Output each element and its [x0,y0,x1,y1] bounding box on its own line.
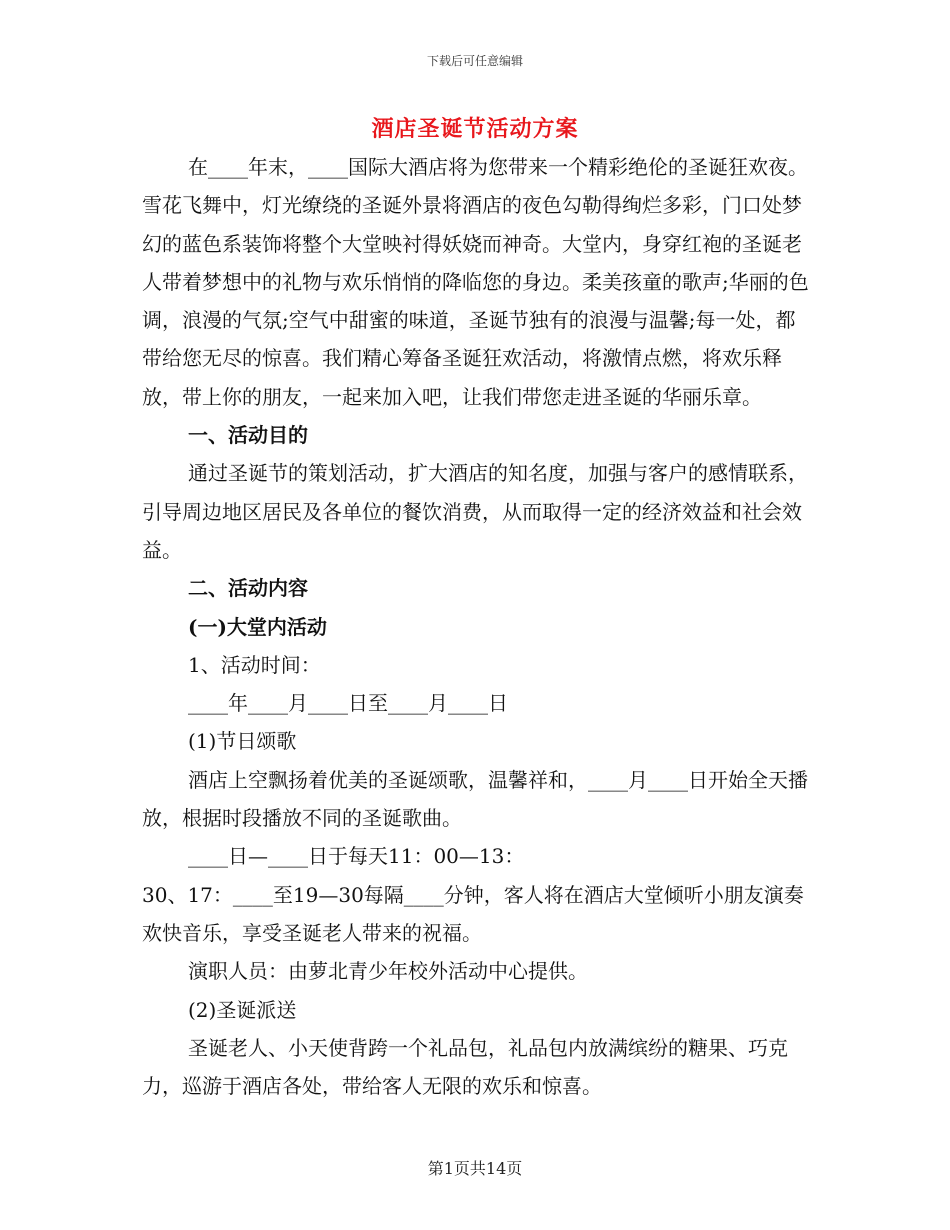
carols-paragraph: 酒店上空飘扬着优美的圣诞颂歌，温馨祥和，____月____日开始全天播放，根据时段播放不同的圣诞歌曲。 [142,767,808,831]
section-heading-content: 二、活动内容 [188,576,308,601]
intro-paragraph: 在____年末，____国际大酒店将为您带来一个精彩绝伦的圣诞狂欢夜。雪花飞舞中，灯光缭绕的圣诞外景将酒店的夜色勾勒得绚烂多彩，门口处梦幻的蓝色系装饰将整个大堂映衬得妖娆而神奇。大堂内，身穿红袍的圣诞老人带着梦想中的礼物与欢乐悄悄的降临您的身边。柔美孩童的歌声;华丽的色调，浪漫的气氛;空气中甜蜜的味道，圣诞节独有的浪漫与温馨;每一处，都带给您无尽的惊喜。我们精心筹备圣诞狂欢活动，将激情点燃，将欢乐释放，带上你的朋友，一起来加入吧，让我们带您走进圣诞的华丽乐章。 [142,155,809,409]
schedule-line: ____日—____日于每天11：00—13： [188,844,525,869]
staff-line: 演职人员：由萝北青少年校外活动中心提供。 [188,959,588,984]
activity-time-label: 1、活动时间： [188,652,321,677]
document-body [142,148,810,1105]
item-heading-delivery: (2)圣诞派送 [188,997,297,1022]
purpose-paragraph: 通过圣诞节的策划活动，扩大酒店的知名度，加强与客户的感情联系，引导周边地区居民及各单位的餐饮消费，从而取得一定的经济效益和社会效益。 [142,461,808,562]
page-number: 第1页共14页 [427,1159,523,1178]
item-heading-carols: (1)节日颂歌 [188,729,297,754]
delivery-paragraph: 圣诞老人、小天使背跨一个礼品包，礼品包内放满缤纷的糖果、巧克力，巡游于酒店各处，带给客人无限的欢乐和惊喜。 [142,1035,788,1099]
document-title: 酒店圣诞节活动方案 [371,116,579,142]
schedule-paragraph: 30、17：____至19—30每隔____分钟，客人将在酒店大堂倾听小朋友演奏欢快音乐，享受圣诞老人带来的祝福。 [142,882,804,945]
page-header-note: 下载后可任意编辑 [426,54,523,68]
section-heading-purpose: 一、活动目的 [188,423,308,448]
activity-time-value: ____年____月____日至____月____日 [188,691,508,716]
subsection-heading-lobby: (一)大堂内活动 [188,614,327,639]
